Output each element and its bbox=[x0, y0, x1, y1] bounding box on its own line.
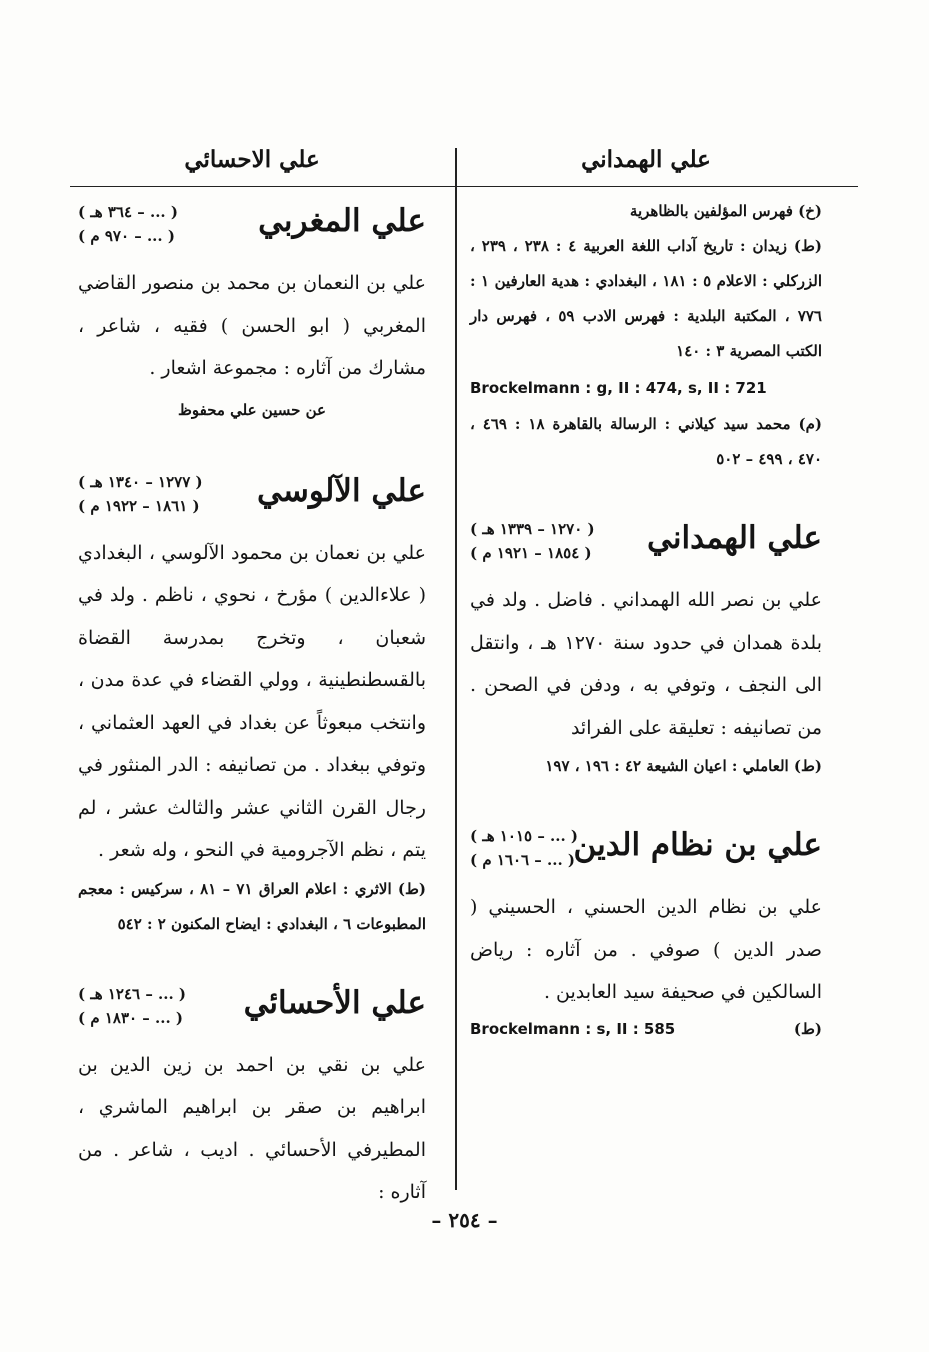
entry-ref bbox=[470, 1014, 822, 1050]
right-column bbox=[470, 140, 822, 1050]
entry-name: علي الهمداني bbox=[646, 520, 822, 556]
ref-mark: (ط) bbox=[793, 1019, 822, 1038]
entry-body: علي بن نظام الدين الحسني ، الحسيني ( صدر الدين ) صوفي . من آثاره : رياض السالكين في صحيفة سيد العابدين . bbox=[470, 896, 822, 1003]
brockelmann-ref: Brockelmann : s, II : 585 bbox=[470, 1019, 676, 1038]
entry-body: علي بن نعمان بن محمود الآلوسي ، البغدادي ( علاءالدين ) مؤرخ ، نحوي ، ناظم . ولد في شعبان ، وتخرج بمدرسة القضاة بالقسطنطينية ، وولي القضاء في عدة مدن ، وانتخب مبعوثاً عن بغداد في العهد العثماني ، وتوفي ببغداد . من تصانيفه : الدر المنثور في رجال القرن الثاني عشر والثالث عشر ، لم يتم ، نظم الآجرومية في النحو ، وله شعر . bbox=[78, 541, 426, 861]
entry-source: عن حسين علي محفوظ bbox=[178, 400, 326, 419]
entry-heading-ahsai bbox=[78, 978, 426, 1044]
entry-body: علي بن نصر الله الهمداني . فاضل . ولد في بلدة همدان في حدود سنة ١٢٧٠ هـ ، وانتقل الى النجف ، وتوفي به ، ودفن في الصحن . من تصانيفه : تعليقة على الفرائد bbox=[470, 589, 822, 739]
entry-name: علي بن نظام الدين bbox=[573, 827, 822, 863]
right-column-header: علي الهمداني bbox=[581, 146, 711, 173]
dates-gregorian: ( ١٨٦١ – ١٩٢٢ م ) bbox=[78, 496, 200, 515]
entry-dates bbox=[470, 517, 595, 565]
entry-body: علي بن نقي بن احمد بن زين الدين بن ابراهيم بن صقر بن ابراهيم الماشري ، المطيرفي الأحسائي . اديب ، شاعر . من آثاره : bbox=[78, 1053, 426, 1203]
dates-gregorian: ( ... – ١٦٠٦ م ) bbox=[470, 851, 576, 869]
entry-ref: (ط) العاملي : اعيان الشيعة ٤٢ : ١٩٦ ، ١٩٧ bbox=[545, 757, 822, 775]
entry-heading-alusi bbox=[78, 466, 426, 532]
column-divider bbox=[455, 148, 457, 1190]
dates-gregorian: ( ... – ١٨٣٠ م ) bbox=[78, 1008, 184, 1027]
entry-dates bbox=[78, 470, 203, 518]
left-column bbox=[78, 140, 426, 1214]
entry-heading-hamadani bbox=[470, 513, 822, 579]
dates-gregorian: ( ... – ٩٧٠ م ) bbox=[78, 227, 175, 245]
entry-heading-nizam bbox=[470, 820, 822, 886]
ref-paragraph: (م) محمد سيد كيلاني : الرسالة بالقاهرة ١٨ : ٤٦٩ ، ٤٧٠ ، ٤٩٩ – ٥٠٢ bbox=[470, 415, 822, 468]
entry-dates bbox=[78, 200, 178, 248]
dates-hijri: ( ... – ٣٦٤ هـ ) bbox=[78, 203, 178, 221]
entry-ref: (ط) الاثري : اعلام العراق ٧١ – ٨١ ، سركيس : معجم المطبوعات ٦ ، البغدادي : ايضاح المكنون ٢ : ٥٤٢ bbox=[78, 879, 426, 933]
entry-dates bbox=[470, 824, 578, 872]
dates-hijri: ( ١٢٧٧ – ١٣٤٠ هـ ) bbox=[78, 472, 203, 491]
dates-hijri: ( ... – ١٠١٥ هـ ) bbox=[470, 827, 579, 845]
dates-hijri: ( ... – ١٢٤٦ هـ ) bbox=[78, 984, 187, 1003]
brockelmann-ref: Brockelmann : g, II : 474, s, II : 721 bbox=[470, 379, 767, 397]
left-column-header: علي الاحسائي bbox=[184, 146, 320, 173]
entry-heading-maghribi bbox=[78, 196, 426, 262]
entry-name: علي الآلوسي bbox=[257, 472, 426, 509]
ref-line: (خ) فهرس المؤلفين بالظاهرية bbox=[629, 202, 822, 220]
ref-paragraph: (ط) زيدان : تاريخ آداب اللغة العربية ٤ : ٢٣٨ ، ٢٣٩ ، الزركلي : الاعلام ٥ : ١٨١ ، البغدادي : هدية العارفين ١ : ٧٧٦ ، المكتبة البلدية : فهرس الادب ٥٩ ، فهرس دار الكتب المصرية ٣ : ١٤٠ bbox=[470, 237, 822, 360]
entry-dates bbox=[78, 982, 186, 1030]
entry-name: علي المغربي bbox=[258, 203, 426, 239]
page-number: – ٢٥٤ – bbox=[431, 1208, 498, 1232]
entry-name: علي الأحسائي bbox=[243, 984, 426, 1021]
dates-hijri: ( ١٢٧٠ – ١٣٣٩ هـ ) bbox=[470, 520, 595, 538]
dates-gregorian: ( ١٨٥٤ – ١٩٢١ م ) bbox=[470, 544, 592, 562]
entry-body: علي بن النعمان بن محمد بن منصور القاضي المغربي ( ابو الحسن ) فقيه ، شاعر ، مشارك من آثاره : مجموعة اشعار . bbox=[78, 272, 426, 379]
